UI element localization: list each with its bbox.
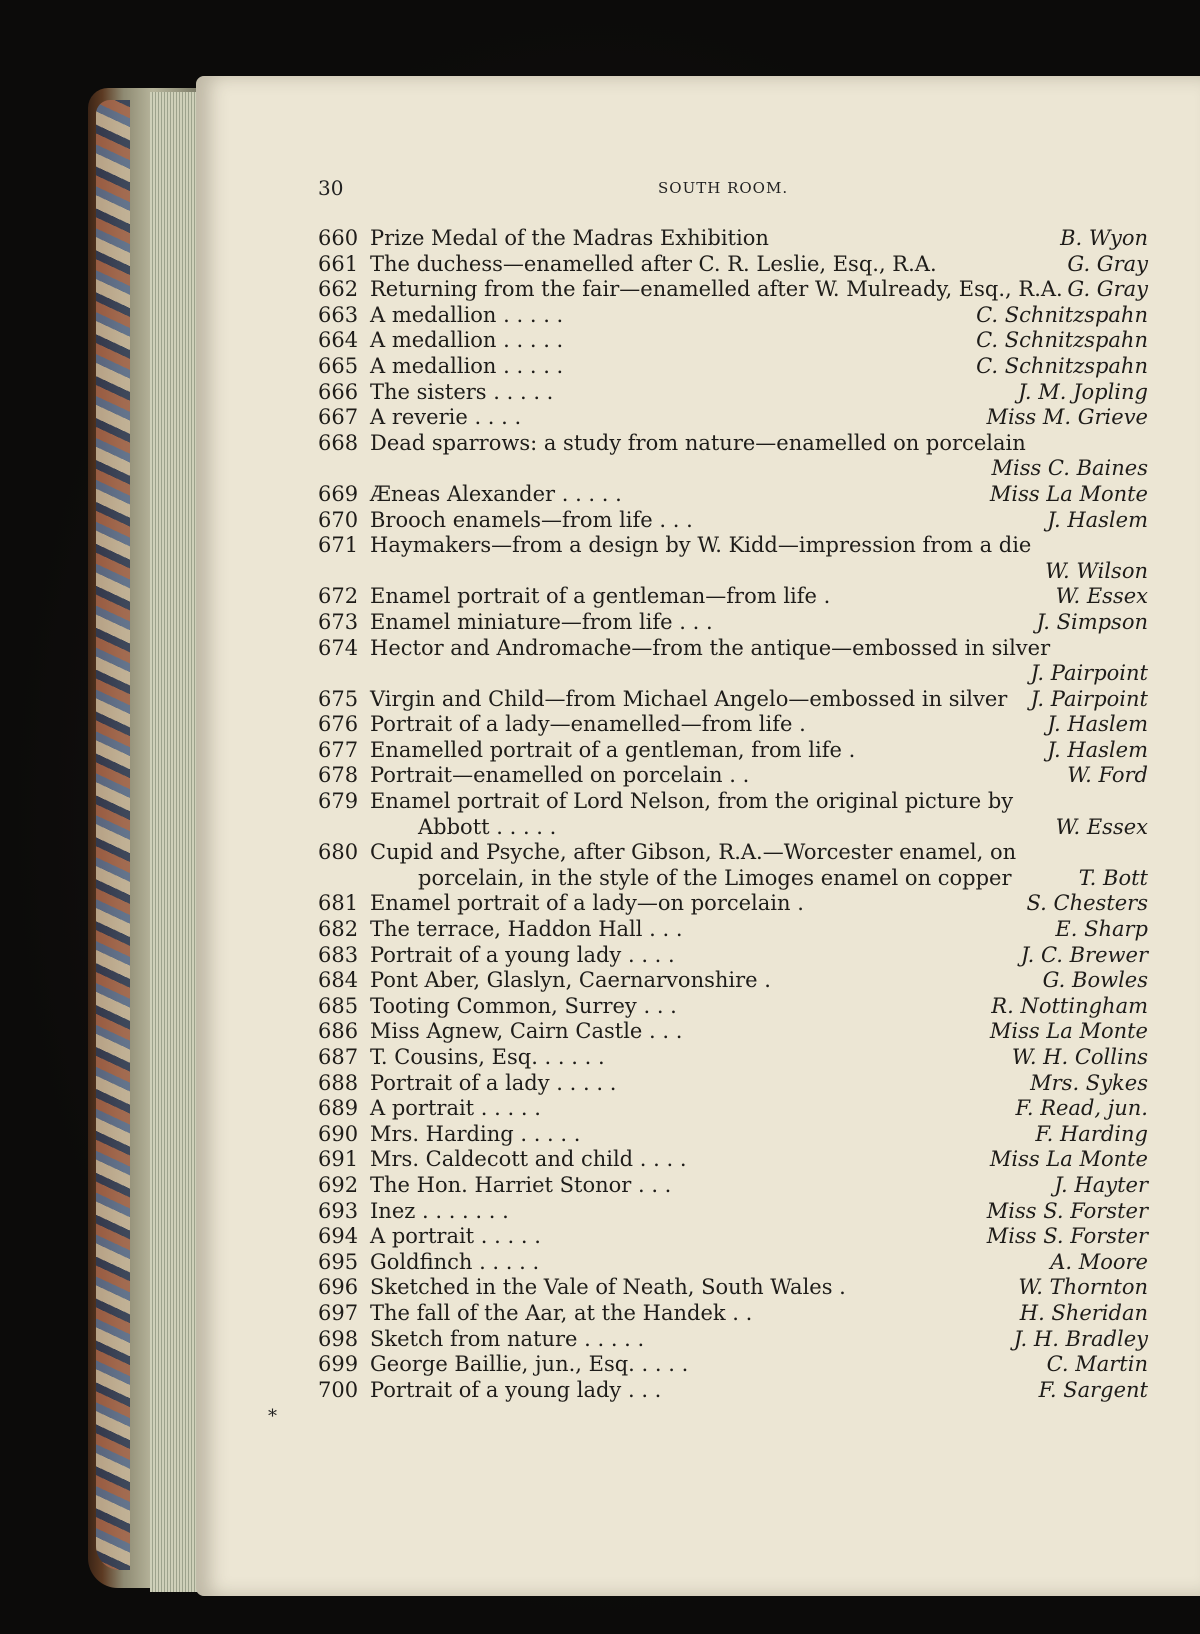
- entry-title: Dead sparrows: a study from nature—enamelled on porcelain: [370, 430, 1026, 455]
- entry-title: Virgin and Child—from Michael Angelo—embossed in silver: [370, 686, 1008, 711]
- entry-number: 682: [318, 917, 359, 942]
- catalogue-entry: [318, 1096, 1148, 1122]
- catalogue-entry: [318, 815, 1148, 841]
- entry-title: Æneas Alexander . . . . .: [370, 481, 622, 506]
- entry-title: Portrait of a young lady . . .: [370, 1377, 662, 1402]
- entry-artist: J. Pairpoint: [1030, 686, 1148, 711]
- entry-artist: Miss S. Forster: [986, 1198, 1148, 1223]
- entry-artist: H. Sheridan: [1019, 1300, 1148, 1325]
- entry-number: 695: [318, 1249, 359, 1274]
- entry-number: 676: [318, 712, 359, 737]
- catalogue-entry: [318, 687, 1148, 713]
- entry-artist: J. Haslem: [1047, 737, 1148, 762]
- catalogue-entry: [318, 508, 1148, 534]
- catalogue-entry: [318, 891, 1148, 917]
- catalogue-entry: [318, 1199, 1148, 1225]
- entry-artist: F. Read, jun.: [1015, 1096, 1148, 1121]
- catalogue-entry: [318, 712, 1148, 738]
- catalogue-entry: [318, 456, 1148, 482]
- entry-artist: J. Pairpoint: [1030, 661, 1148, 686]
- entry-artist: J. Haslem: [1047, 507, 1148, 532]
- entry-artist: E. Sharp: [1055, 917, 1148, 942]
- entry-number: 674: [318, 635, 359, 660]
- catalogue-entry: [318, 1352, 1148, 1378]
- catalogue-entry: [318, 1327, 1148, 1353]
- entry-number: 694: [318, 1224, 359, 1249]
- catalogue-entry: [318, 277, 1148, 303]
- entry-artist: Miss La Monte: [989, 481, 1148, 506]
- entry-number: 686: [318, 1019, 359, 1044]
- entry-title: Enamel portrait of a gentleman—from life .: [370, 584, 831, 609]
- entry-number: 675: [318, 686, 359, 711]
- entry-number: 669: [318, 481, 359, 506]
- footer-mark: *: [268, 1406, 277, 1427]
- catalogue-entry: [318, 354, 1148, 380]
- entry-artist: F. Harding: [1035, 1121, 1148, 1146]
- entry-title: Brooch enamels—from life . . .: [370, 507, 693, 532]
- entry-title: The terrace, Haddon Hall . . .: [370, 917, 683, 942]
- entry-number: 673: [318, 609, 359, 634]
- marbled-endpaper: [96, 100, 130, 1570]
- entry-number: 671: [318, 533, 359, 558]
- entry-title: Portrait of a lady—enamelled—from life .: [370, 712, 806, 737]
- entry-title: Enamel portrait of a lady—on porcelain .: [370, 891, 804, 916]
- catalogue-entry: [318, 226, 1148, 252]
- catalogue-entry: [318, 252, 1148, 278]
- catalogue-entry: [318, 328, 1148, 354]
- catalogue-entry: [318, 482, 1148, 508]
- catalogue-entry: [318, 380, 1148, 406]
- entry-title: Pont Aber, Glaslyn, Caernarvonshire .: [370, 968, 771, 993]
- entry-title: Sketched in the Vale of Neath, South Wales .: [370, 1275, 846, 1300]
- entry-title: Enamelled portrait of a gentleman, from life .: [370, 737, 856, 762]
- catalogue-entry: [318, 994, 1148, 1020]
- entry-artist: Miss C. Baines: [991, 456, 1148, 481]
- entry-title: Inez . . . . . . .: [370, 1198, 509, 1223]
- catalogue-entry: [318, 1224, 1148, 1250]
- entry-title: Sketch from nature . . . . .: [370, 1326, 645, 1351]
- entry-artist: Mrs. Sykes: [1030, 1070, 1148, 1095]
- entry-number: 672: [318, 584, 359, 609]
- entry-title: Tooting Common, Surrey . . .: [370, 993, 677, 1018]
- entry-title: Portrait—enamelled on porcelain . .: [370, 763, 750, 788]
- entry-title: The Hon. Harriet Stonor . . .: [370, 1172, 672, 1197]
- entry-title: Hector and Andromache—from the antique—embossed in silver: [370, 635, 1051, 660]
- entry-artist: G. Bowles: [1042, 968, 1148, 993]
- catalogue-entry: [318, 1275, 1148, 1301]
- entry-artist: W. H. Collins: [1011, 1045, 1148, 1069]
- entry-artist: G. Gray: [1067, 277, 1148, 302]
- entry-title: Haymakers—from a design by W. Kidd—impression from a die: [370, 533, 1032, 558]
- catalogue-entry: [318, 917, 1148, 943]
- entry-number: 700: [318, 1377, 359, 1402]
- catalogue-entry: [318, 559, 1148, 585]
- catalogue-entry: [318, 1173, 1148, 1199]
- entry-artist: G. Gray: [1067, 251, 1148, 276]
- entry-title: Portrait of a lady . . . . .: [370, 1070, 617, 1095]
- catalogue-entry: [318, 431, 1148, 457]
- entry-number: 690: [318, 1121, 359, 1146]
- entry-artist: C. Schnitzspahn: [976, 328, 1148, 353]
- entry-title: George Baillie, jun., Esq. . . . .: [370, 1352, 689, 1377]
- entry-number: 688: [318, 1070, 359, 1095]
- catalogue-entry: [318, 533, 1148, 559]
- entry-title: porcelain, in the style of the Limoges enamel on copper: [418, 865, 1012, 890]
- page-stack-edge: [150, 92, 202, 1592]
- catalogue-entry: [318, 636, 1148, 662]
- entry-artist: J. Hayter: [1054, 1172, 1148, 1197]
- entry-title: A medallion . . . . .: [370, 328, 564, 353]
- entry-number: 692: [318, 1172, 359, 1197]
- entry-number: 667: [318, 405, 359, 430]
- catalogue-entry: [318, 866, 1148, 892]
- entry-number: 677: [318, 737, 359, 762]
- entry-artist: C. Schnitzspahn: [976, 302, 1148, 327]
- entry-title: A reverie . . . .: [370, 405, 522, 430]
- entry-artist: C. Schnitzspahn: [976, 353, 1148, 378]
- entry-number: 663: [318, 302, 359, 327]
- running-head: SOUTH ROOM.: [658, 179, 789, 197]
- entry-number: 679: [318, 789, 359, 814]
- entry-title: Enamel miniature—from life . . .: [370, 609, 713, 634]
- catalogue-entry: [318, 840, 1148, 866]
- entry-title: Goldfinch . . . . .: [370, 1249, 540, 1274]
- entry-title: The sisters . . . . .: [370, 379, 554, 404]
- entry-number: 664: [318, 328, 359, 353]
- catalogue-entry: [318, 1019, 1148, 1045]
- entry-number: 681: [318, 891, 359, 916]
- entry-number: 691: [318, 1147, 359, 1172]
- catalogue-entry: [318, 303, 1148, 329]
- entry-artist: J. C. Brewer: [1020, 942, 1148, 967]
- entry-number: 685: [318, 993, 359, 1018]
- entry-artist: J. H. Bradley: [1013, 1326, 1148, 1351]
- entry-artist: S. Chesters: [1026, 891, 1148, 916]
- entry-number: 662: [318, 277, 359, 302]
- catalogue-entry: [318, 1301, 1148, 1327]
- entry-title: A portrait . . . . .: [370, 1224, 541, 1249]
- entry-title: Prize Medal of the Madras Exhibition: [370, 226, 769, 250]
- catalogue-entry: [318, 1071, 1148, 1097]
- entry-number: 684: [318, 968, 359, 993]
- catalogue-entry: [318, 943, 1148, 969]
- entry-artist: W. Ford: [1067, 763, 1148, 788]
- entry-number: 665: [318, 353, 359, 378]
- entry-artist: B. Wyon: [1060, 226, 1148, 250]
- entry-title: Portrait of a young lady . . . .: [370, 942, 675, 967]
- entry-artist: Miss La Monte: [989, 1019, 1148, 1044]
- entry-artist: Miss M. Grieve: [986, 405, 1148, 430]
- entry-artist: Miss S. Forster: [986, 1224, 1148, 1249]
- catalogue-entry: [318, 968, 1148, 994]
- entry-number: 666: [318, 379, 359, 404]
- catalogue-entry: [318, 610, 1148, 636]
- entry-artist: T. Bott: [1078, 865, 1148, 890]
- entry-artist: J. Simpson: [1036, 609, 1148, 634]
- catalogue-entry: [318, 789, 1148, 815]
- entry-title: Mrs. Caldecott and child . . . .: [370, 1147, 687, 1172]
- entry-artist: W. Essex: [1055, 814, 1148, 839]
- entry-number: 693: [318, 1198, 359, 1223]
- entry-number: 699: [318, 1352, 359, 1377]
- entry-number: 698: [318, 1326, 359, 1351]
- entry-number: 680: [318, 840, 359, 865]
- catalogue-entry: [318, 763, 1148, 789]
- entry-artist: W. Essex: [1055, 584, 1148, 609]
- entry-title: Enamel portrait of Lord Nelson, from the original picture by: [370, 789, 1014, 814]
- entry-artist: Miss La Monte: [989, 1147, 1148, 1172]
- entry-number: 670: [318, 507, 359, 532]
- catalogue-entry: [318, 1250, 1148, 1276]
- entry-title: Returning from the fair—enamelled after W. Mulready, Esq., R.A.: [370, 277, 1063, 302]
- catalogue-entry: [318, 1378, 1148, 1404]
- entry-number: 661: [318, 251, 359, 276]
- entry-artist: A. Moore: [1050, 1249, 1148, 1274]
- entry-artist: F. Sargent: [1038, 1377, 1148, 1402]
- entry-number: 668: [318, 430, 359, 455]
- page-number: 30: [318, 176, 344, 200]
- entry-number: 660: [318, 226, 359, 250]
- entry-artist: J. Haslem: [1047, 712, 1148, 737]
- entry-title: T. Cousins, Esq. . . . . .: [370, 1045, 605, 1069]
- page-header: [318, 176, 1148, 206]
- entry-title: The duchess—enamelled after C. R. Leslie, Esq., R.A.: [370, 251, 937, 276]
- catalogue-entry: [318, 661, 1148, 687]
- entry-title: The fall of the Aar, at the Handek . .: [370, 1300, 753, 1325]
- entry-title: A medallion . . . . .: [370, 353, 564, 378]
- entry-title: A medallion . . . . .: [370, 302, 564, 327]
- entry-number: 689: [318, 1096, 359, 1121]
- entry-title: A portrait . . . . .: [370, 1096, 541, 1121]
- entry-artist: J. M. Jopling: [1018, 379, 1148, 404]
- entry-number: 687: [318, 1045, 359, 1069]
- catalogue-entry: [318, 405, 1148, 431]
- entry-title: Miss Agnew, Cairn Castle . . .: [370, 1019, 683, 1044]
- entry-number: 678: [318, 763, 359, 788]
- entry-number: 683: [318, 942, 359, 967]
- entry-number: 697: [318, 1300, 359, 1325]
- catalogue-entry: [318, 738, 1148, 764]
- catalogue-entries: [318, 226, 1148, 1403]
- catalogue-entry: [318, 1122, 1148, 1148]
- entry-artist: C. Martin: [1046, 1352, 1148, 1377]
- entry-title: Cupid and Psyche, after Gibson, R.A.—Worcester enamel, on: [370, 840, 1017, 865]
- catalogue-entry: [318, 1147, 1148, 1173]
- entry-title: Abbott . . . . .: [418, 814, 557, 839]
- entry-title: Mrs. Harding . . . . .: [370, 1121, 581, 1146]
- catalogue-entry: [318, 584, 1148, 610]
- entry-artist: R. Nottingham: [991, 993, 1148, 1018]
- entry-artist: W. Thornton: [1018, 1275, 1148, 1300]
- catalogue-entry: [318, 1045, 1148, 1071]
- entry-artist: W. Wilson: [1045, 558, 1148, 583]
- entry-number: 696: [318, 1275, 359, 1300]
